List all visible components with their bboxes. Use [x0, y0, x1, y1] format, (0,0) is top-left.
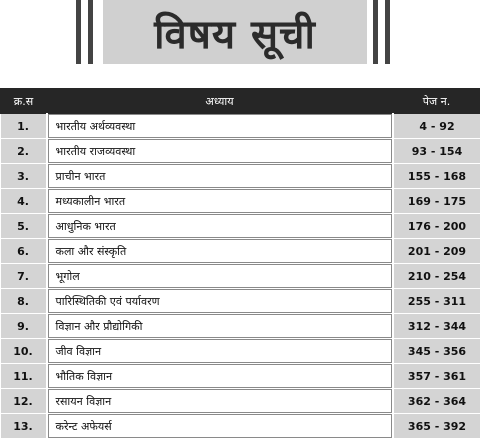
table-of-contents	[0, 88, 480, 439]
serial-cell: 7.	[1, 264, 47, 289]
serial-cell: 2.	[1, 139, 47, 164]
chapter-cell: भारतीय राजव्यवस्था	[47, 139, 393, 164]
table-row[interactable]	[1, 289, 480, 314]
chapter-cell: जीव विज्ञान	[47, 339, 393, 364]
header-chapter: अध्याय	[47, 89, 393, 114]
decorative-bar-left-outer	[76, 0, 81, 64]
serial-cell: 11.	[1, 364, 47, 389]
chapter-cell: करेन्ट अफेयर्स	[47, 414, 393, 439]
table-row[interactable]	[1, 364, 480, 389]
decorative-bar-left-inner	[88, 0, 93, 64]
page-range-cell: 176 - 200	[393, 214, 480, 239]
page-range-cell: 169 - 175	[393, 189, 480, 214]
page-title: विषय सूची	[154, 11, 316, 58]
serial-cell: 1.	[1, 114, 47, 139]
table-row[interactable]	[1, 314, 480, 339]
page-range-cell: 362 - 364	[393, 389, 480, 414]
page-range-cell: 4 - 92	[393, 114, 480, 139]
chapter-cell: भारतीय अर्थव्यवस्था	[47, 114, 393, 139]
table-row[interactable]	[1, 214, 480, 239]
serial-cell: 13.	[1, 414, 47, 439]
table-body	[1, 114, 480, 439]
table-row[interactable]	[1, 139, 480, 164]
page-range-cell: 345 - 356	[393, 339, 480, 364]
chapter-cell: विज्ञान और प्रौद्योगिकी	[47, 314, 393, 339]
header-page: पेज न.	[393, 89, 480, 114]
table-row[interactable]	[1, 414, 480, 439]
chapter-cell: पारिस्थितिकी एवं पर्यावरण	[47, 289, 393, 314]
header	[0, 0, 480, 68]
serial-cell: 5.	[1, 214, 47, 239]
page-range-cell: 93 - 154	[393, 139, 480, 164]
table-row[interactable]	[1, 389, 480, 414]
page-range-cell: 210 - 254	[393, 264, 480, 289]
table-header-row	[1, 89, 480, 114]
chapter-cell: भूगोल	[47, 264, 393, 289]
page-range-cell: 357 - 361	[393, 364, 480, 389]
serial-cell: 8.	[1, 289, 47, 314]
serial-cell: 9.	[1, 314, 47, 339]
page-range-cell: 365 - 392	[393, 414, 480, 439]
serial-cell: 4.	[1, 189, 47, 214]
page-range-cell: 255 - 311	[393, 289, 480, 314]
serial-cell: 10.	[1, 339, 47, 364]
chapter-cell: प्राचीन भारत	[47, 164, 393, 189]
table-row[interactable]	[1, 239, 480, 264]
chapter-cell: मध्यकालीन भारत	[47, 189, 393, 214]
table-row[interactable]	[1, 164, 480, 189]
table-row[interactable]	[1, 189, 480, 214]
page-range-cell: 201 - 209	[393, 239, 480, 264]
page-range-cell: 155 - 168	[393, 164, 480, 189]
chapter-cell: रसायन विज्ञान	[47, 389, 393, 414]
table-row[interactable]	[1, 264, 480, 289]
header-serial: क्र.स	[1, 89, 47, 114]
chapter-cell: कला और संस्कृति	[47, 239, 393, 264]
page-range-cell: 312 - 344	[393, 314, 480, 339]
chapter-cell: आधुनिक भारत	[47, 214, 393, 239]
table-row[interactable]	[1, 114, 480, 139]
decorative-bar-right-inner	[373, 0, 378, 64]
serial-cell: 3.	[1, 164, 47, 189]
decorative-bar-right-outer	[385, 0, 390, 64]
serial-cell: 12.	[1, 389, 47, 414]
table-row[interactable]	[1, 339, 480, 364]
serial-cell: 6.	[1, 239, 47, 264]
chapter-cell: भौतिक विज्ञान	[47, 364, 393, 389]
title-box	[103, 0, 367, 64]
